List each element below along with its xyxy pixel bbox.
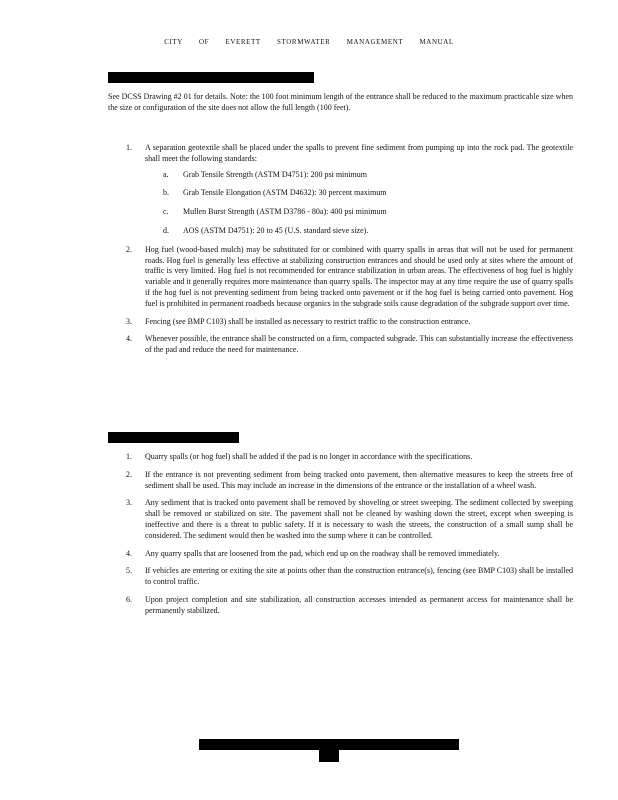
standard-item: [145, 188, 573, 199]
item-number: 1.: [126, 143, 132, 152]
item-text: Upon project completion and site stabilization, all construction accesses intended as permanent access for maintenance shall be permanently stabilized.: [145, 594, 573, 615]
item-number: 4.: [126, 548, 132, 558]
list-item: [108, 334, 573, 356]
item-number: 1.: [126, 452, 132, 461]
standard-item: [145, 170, 573, 181]
item-text: Quarry spalls (or hog fuel) shall be added if the pad is no longer in accordance with the specifications.: [145, 452, 473, 461]
item-number: 3.: [126, 498, 132, 508]
list-item: [108, 595, 573, 617]
standard-item: [145, 226, 573, 237]
standard-letter: a.: [163, 169, 169, 179]
specifications-list: [108, 143, 573, 363]
item-number: 2.: [126, 469, 132, 479]
standard-letter: d.: [163, 225, 169, 235]
redacted-page-number: [319, 750, 339, 762]
maintenance-list: [108, 452, 573, 624]
item-text: If the entrance is not preventing sediment from being tracked onto pavement, then alternative measures to keep the streets free of sediment shall be used. This may include an increase in the dimensions of the entrance or the installation of a wheel wash.: [145, 469, 573, 490]
standard-letter: b.: [163, 188, 169, 198]
item-text: If vehicles are entering or exiting the site at points other than the construction entrance(s), fencing (see BMP C103) shall be installed to control traffic.: [145, 566, 573, 587]
list-item: [108, 317, 573, 328]
list-item: [108, 245, 573, 310]
item-number: 2.: [126, 244, 132, 254]
intro-paragraph: See DCSS Drawing #2 01 for details. Note: the 100 foot minimum length of the entrance shall be reduced to the maximum practicable size when the size or configuration of the site does not allow the full length (100 feet).: [108, 92, 573, 112]
standard-letter: c.: [163, 207, 169, 217]
item-text: Any quarry spalls that are loosened from the pad, which end up on the roadway shall be removed immediately.: [145, 548, 500, 558]
list-item: [108, 498, 573, 541]
redacted-footer: [199, 739, 459, 750]
item-number: 3.: [126, 316, 132, 326]
standard-text: Grab Tensile Strength (ASTM D4751): 200 psi minimum: [183, 169, 367, 179]
list-item: [108, 470, 573, 492]
redacted-heading: [108, 432, 239, 443]
list-item: [108, 549, 573, 560]
standard-item: [145, 207, 573, 218]
item-text: Fencing (see BMP C103) shall be installed as necessary to restrict traffic to the construction entrance.: [145, 316, 471, 326]
item-text: Any sediment that is tracked onto pavement shall be removed by shoveling or street sweeping. The sediment collected by sweeping shall be removed or stabilized on site. The pavement shall not be cleaned by washing down the street, except when sweeping is ineffective and there is a threat to public safety. If it is necessary to wash the streets, the construction of a small sump shall be considered. The sediment would then be washed into the sump where it can be controlled.: [145, 498, 573, 540]
list-item: [108, 452, 573, 463]
item-number: 5.: [126, 566, 132, 576]
item-text: Hog fuel (wood-based mulch) may be substituted for or combined with quarry spalls in areas that will not be used for permanent roads. Hog fuel is generally less effective at stabilizing construction entrances and should be used only at sites where the amount of traffic is very limited. Hog fuel is not recommended for entrance stabilization in urban areas. The effectiveness of hog fuel is highly variable and it generally requires more maintenance than quarry spalls. The inspector may at any time require the use of quarry spalls if the hog fuel is not preventing sediment from being tracked onto pavement or if the hog fuel is being carried onto pavement. Hog fuel is prohibited in permanent roadbeds because organics in the subgrade soils cause degradation of the subgrade support over time.: [145, 244, 573, 308]
standard-text: Grab Tensile Elongation (ASTM D4632): 30 percent maximum: [183, 188, 387, 198]
standard-text: Mullen Burst Strength (ASTM D3786 - 80a): 400 psi minimum: [183, 207, 387, 217]
item-number: 6.: [126, 594, 132, 604]
item-number: 4.: [126, 334, 132, 344]
geotextile-standards-list: [145, 170, 573, 237]
item-text: A separation geotextile shall be placed under the spalls to prevent fine sediment from pumping up into the rock pad. The geotextile shall meet the following standards:: [145, 143, 573, 163]
redacted-heading: [108, 72, 314, 83]
list-item: [108, 566, 573, 588]
standard-text: AOS (ASTM D4751): 20 to 45 (U.S. standard sieve size).: [183, 225, 369, 235]
item-text: Whenever possible, the entrance shall be constructed on a firm, compacted subgrade. This can substantially increase the effectiveness of the pad and reduce the need for maintenance.: [145, 334, 573, 355]
list-item: [108, 143, 573, 237]
page-header: CITY OF EVERETT STORMWATER MANAGEMENT MANUAL: [164, 38, 454, 46]
